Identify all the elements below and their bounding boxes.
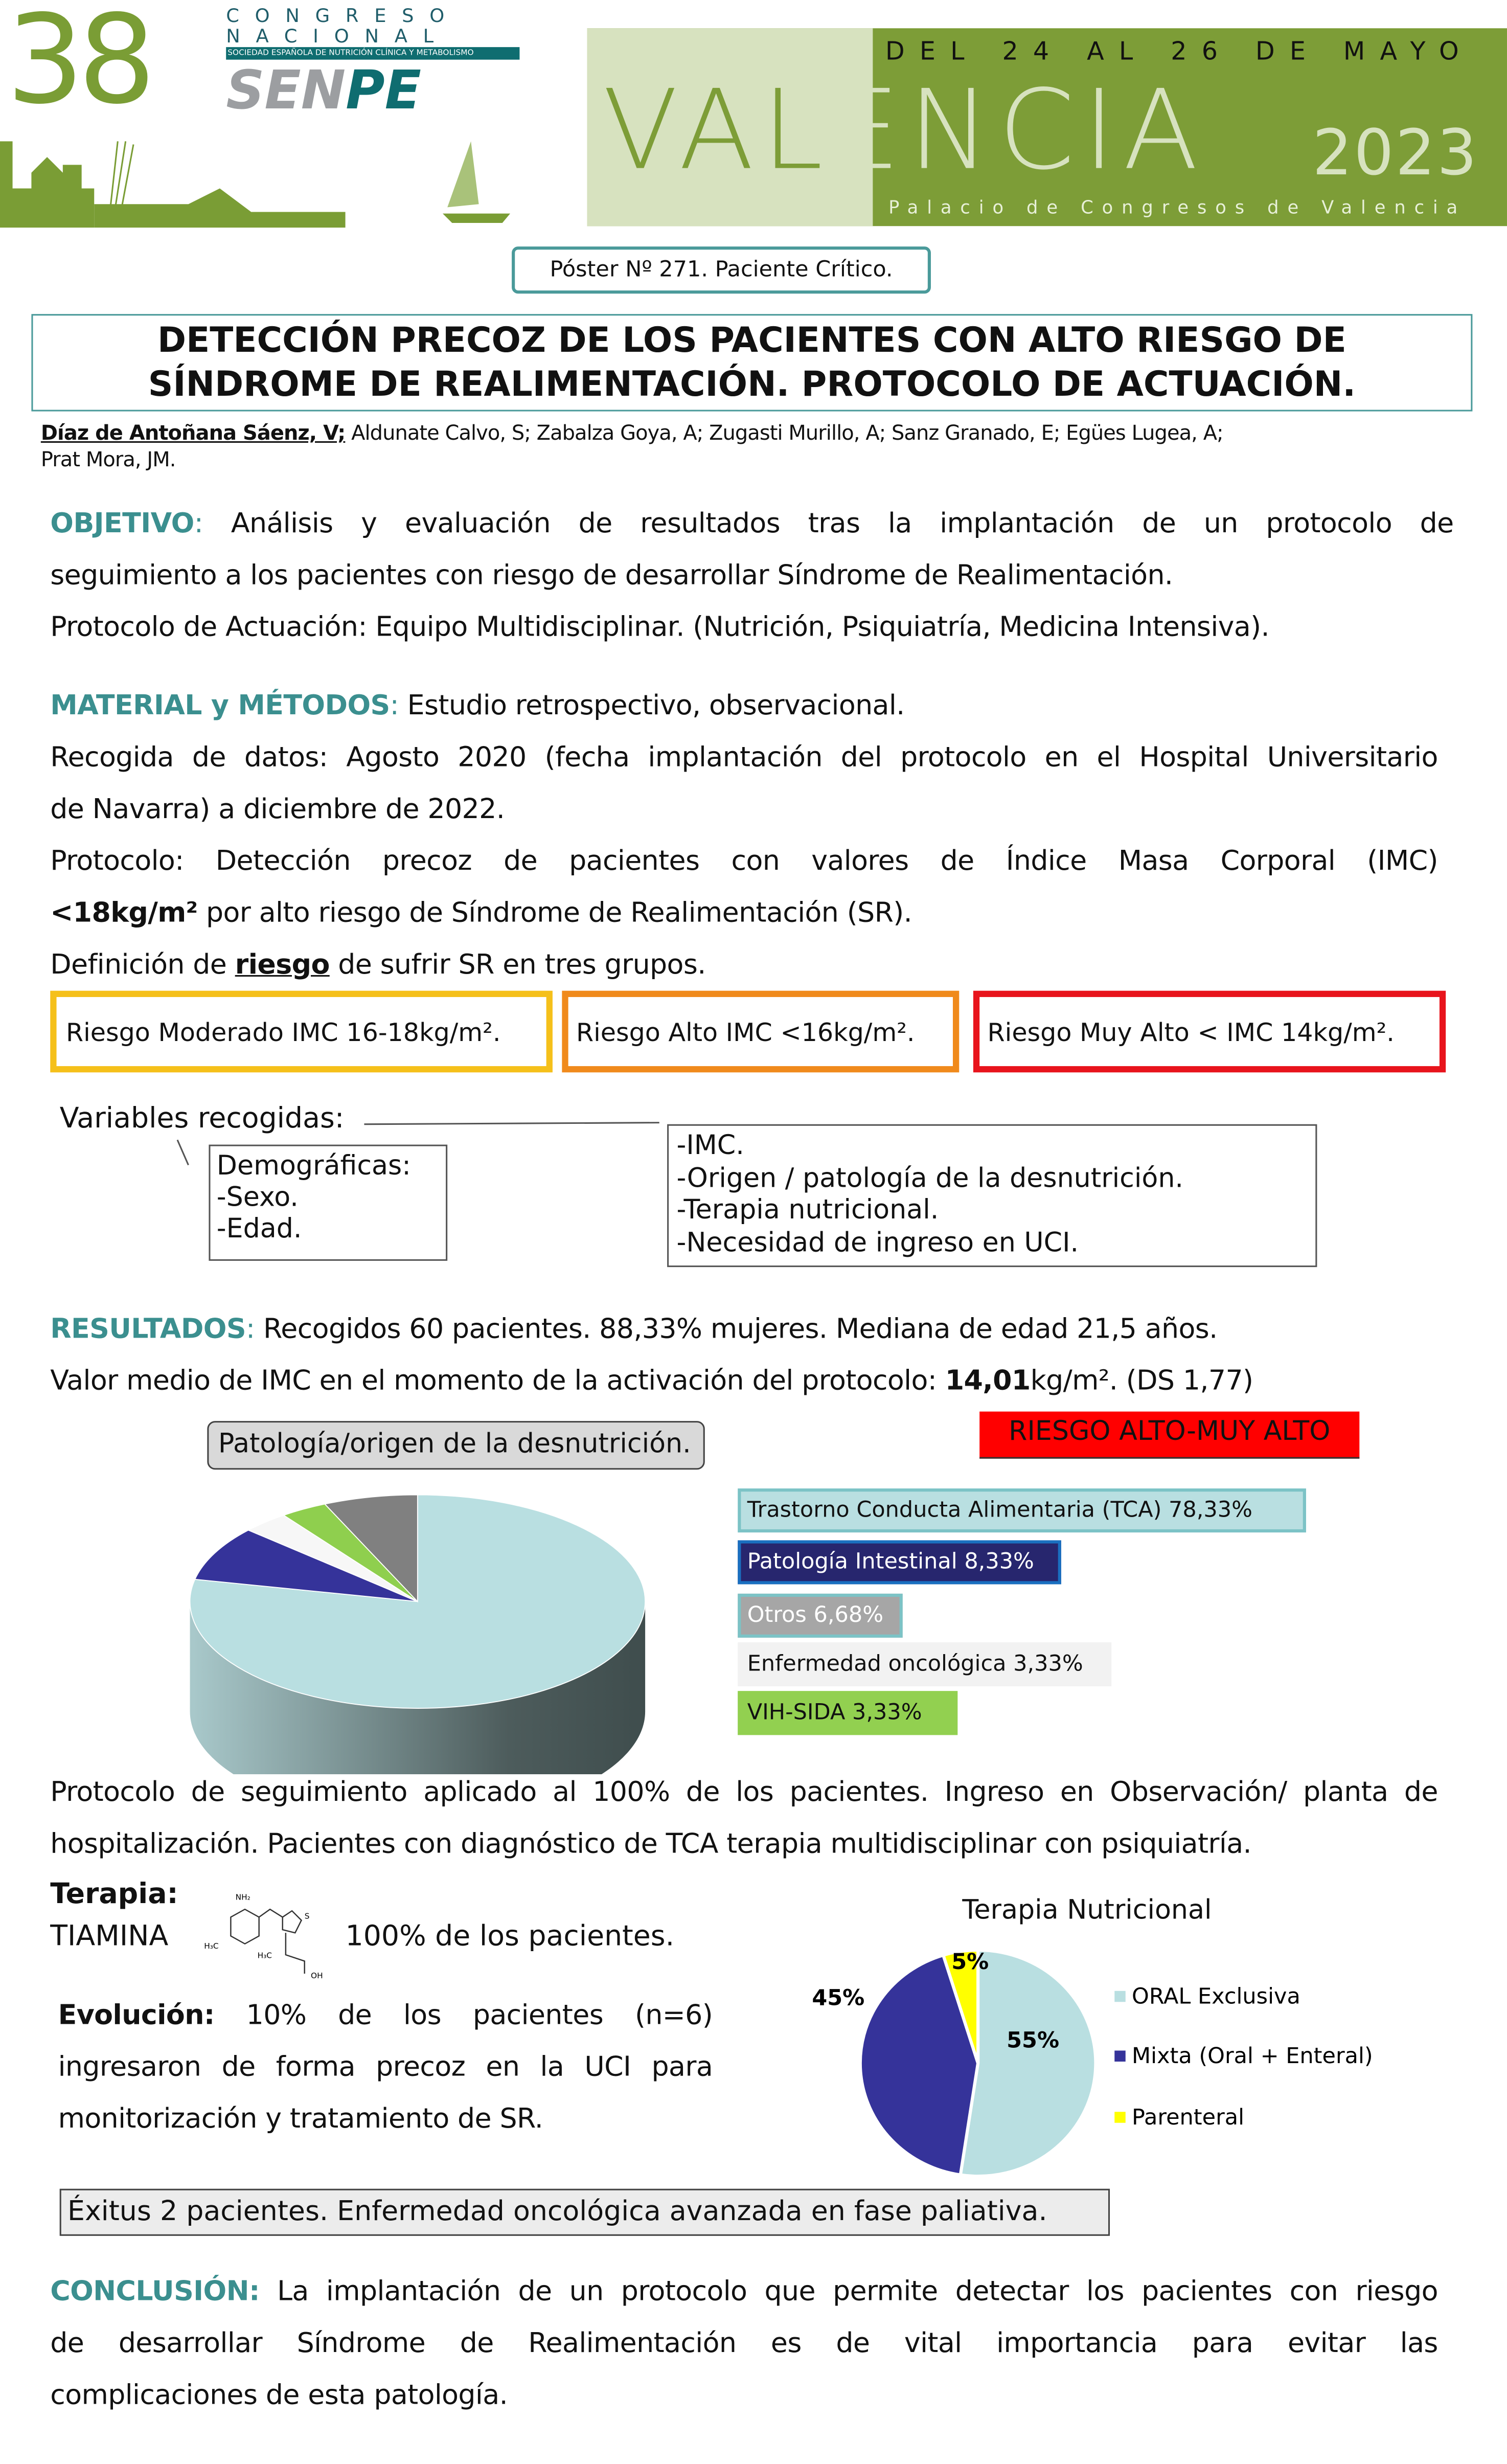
variable-item: -Edad. xyxy=(216,1213,302,1246)
legend-item: Enfermedad oncológica 3,33% xyxy=(738,1642,1111,1686)
pie-data-label: 45% xyxy=(812,1985,865,2011)
title-line-2: SÍNDROME DE REALIMENTACIÓN. PROTOCOLO DE ACTUACIÓN. xyxy=(148,366,1356,405)
conclusion-line-2: de desarrollar Síndrome de Realimentación es de vital importancia para evitar las xyxy=(50,2328,1438,2360)
metodos-text-6a: Definición de xyxy=(50,950,235,982)
evolucion-line-1: 10% de los pacientes (n=6) xyxy=(214,2000,713,2032)
metodos-text-6c: de sufrir SR en tres grupos. xyxy=(329,950,706,982)
variable-item: -Necesidad de ingreso en UCI. xyxy=(676,1227,1079,1259)
tiamina-label: TIAMINA xyxy=(50,1920,169,1954)
variable-item: Demográficas: xyxy=(216,1150,411,1183)
metodos-text-3: de Navarra) a diciembre de 2022. xyxy=(50,794,505,826)
title-line-1: DETECCIÓN PRECOZ DE LOS PACIENTES CON ALTO RIESGO DE xyxy=(157,322,1346,361)
metodos-text-1: Estudio retrospectivo, observacional. xyxy=(407,691,905,722)
city-part-2: ENCIA xyxy=(831,65,1206,195)
seguimiento-line-1: Protocolo de seguimiento aplicado al 100% de los pacientes. Ingreso en Observación/ planta de xyxy=(50,1777,1438,1809)
riesgo-word: riesgo xyxy=(235,950,330,982)
resultados-text-2: Valor medio de IMC en el momento de la activación del protocolo: xyxy=(50,1366,945,1398)
legend-item: Trastorno Conducta Alimentaria (TCA) 78,33% xyxy=(738,1488,1306,1532)
variables-clinical xyxy=(667,1124,1317,1267)
variables-demographic xyxy=(209,1145,447,1261)
legend-swatch xyxy=(1114,1991,1125,2002)
conclusion-heading: CONCLUSIÓN: xyxy=(50,2276,260,2309)
risk-badge: RIESGO ALTO-MUY ALTO xyxy=(979,1412,1359,1459)
metodos-text-2: Recogida de datos: Agosto 2020 (fecha implantación del protocolo en el Hospital Universitario xyxy=(50,742,1438,774)
city-part-1: VAL xyxy=(603,65,831,195)
event-venue: Palacio de Congresos de Valencia xyxy=(888,196,1467,218)
objetivo-text-2: seguimiento a los pacientes con riesgo de desarrollar Síndrome de Realimentación. xyxy=(50,560,1173,592)
society-name: SOCIEDAD ESPAÑOLA DE NUTRICIÓN CLÍNICA Y METABOLISMO xyxy=(226,47,519,60)
tiamina-coverage: 100% de los pacientes. xyxy=(345,1920,675,1954)
metodos-text-4: Protocolo: Detección precoz de pacientes con valores de Índice Masa Corporal (IMC) xyxy=(50,846,1438,878)
mol-label: OH xyxy=(311,1971,323,1980)
exitus-box: Éxitus 2 pacientes. Enfermedad oncológica avanzada en fase paliativa. xyxy=(60,2189,1110,2236)
metodos-text-5: por alto riesgo de Síndrome de Realimentación (SR). xyxy=(197,898,912,930)
legend-label: Mixta (Oral + Enteral) xyxy=(1132,2043,1373,2069)
co-authors: Aldunate Calvo, S; Zabalza Goya, A; Zugasti Murillo, A; Sanz Granado, E; Egües Lugea, A; xyxy=(345,422,1223,446)
event-dates: DEL 24 AL 26 DE MAYO xyxy=(885,36,1474,66)
evolucion-line-3: monitorización y tratamiento de SR. xyxy=(58,2104,543,2136)
nutrition-therapy-pie-chart xyxy=(785,1934,1507,2185)
evolucion-line-2: ingresaron de forma precoz en la UCI para xyxy=(58,2052,713,2084)
terapia-heading: Terapia: xyxy=(50,1878,178,1911)
objetivo-text-3: Protocolo de Actuación: Equipo Multidisciplinar. (Nutrición, Psiquiatría, Medicina Intensiva). xyxy=(50,612,1269,644)
imc-mean-value: 14,01 xyxy=(945,1366,1031,1398)
risk-box-high: Riesgo Alto IMC <16kg/m². xyxy=(562,991,959,1073)
event-year: 2023 xyxy=(1312,118,1479,190)
seguimiento-line-2: hospitalización. Pacientes con diagnóstico de TCA terapia multidisciplinar con psiquiatría. xyxy=(50,1829,1252,1861)
mol-label: NH₂ xyxy=(235,1892,250,1902)
congress-number: 38 xyxy=(6,0,150,132)
mol-label: H₃C xyxy=(257,1951,272,1960)
co-authors-line2: Prat Mora, JM. xyxy=(40,449,176,473)
variable-item: -IMC. xyxy=(676,1130,744,1162)
separator: : xyxy=(246,1314,263,1346)
legend-item: Otros 6,68% xyxy=(738,1594,902,1638)
legend-item: Patología Intestinal 8,33% xyxy=(738,1540,1061,1584)
variable-item: -Terapia nutricional. xyxy=(676,1194,939,1227)
mol-label: S xyxy=(304,1911,310,1921)
legend-label: Parenteral xyxy=(1132,2104,1245,2130)
conclusion-section xyxy=(50,2267,1438,2423)
resultados-heading: RESULTADOS xyxy=(50,1314,246,1346)
thiamine-molecule-icon xyxy=(188,1889,337,1980)
chart2-title: Terapia Nutricional xyxy=(962,1895,1212,1927)
evolucion-heading: Evolución: xyxy=(58,2000,215,2032)
conclusion-line-3: complicaciones de esta patología. xyxy=(50,2380,508,2412)
mol-label: H₃C xyxy=(204,1941,219,1951)
malnutrition-pie-chart xyxy=(157,1460,691,1774)
separator: : xyxy=(390,691,407,722)
main-author: Díaz de Antoñana Sáenz, V; xyxy=(40,422,346,446)
legend-swatch xyxy=(1114,2112,1125,2122)
logo-pe: PE xyxy=(346,59,421,123)
pie-slice xyxy=(961,1950,1096,2176)
imc-threshold: <18kg/m² xyxy=(50,898,198,930)
separator: : xyxy=(194,508,231,540)
variable-item: -Origen / patología de la desnutrición. xyxy=(676,1162,1184,1194)
seguimiento-text xyxy=(50,1768,1438,1872)
pie-data-label: 5% xyxy=(951,1949,989,1975)
legend-item: VIH-SIDA 3,33% xyxy=(738,1691,957,1735)
risk-box-moderate: Riesgo Moderado IMC 16-18kg/m². xyxy=(50,991,553,1073)
conclusion-line-1: La implantación de un protocolo que permite detectar los pacientes con riesgo xyxy=(259,2276,1438,2309)
resultados-text-1: Recogidos 60 pacientes. 88,33% mujeres. Mediana de edad 21,5 años. xyxy=(263,1314,1218,1346)
poster-tag: Póster Nº 271. Paciente Crítico. xyxy=(512,246,931,293)
legend-label: ORAL Exclusiva xyxy=(1132,1983,1300,2009)
variable-item: -Sexo. xyxy=(216,1182,299,1214)
risk-box-very-high: Riesgo Muy Alto < IMC 14kg/m². xyxy=(973,991,1446,1073)
resultados-section xyxy=(50,1305,1463,1409)
metodos-heading: MATERIAL y MÉTODOS xyxy=(50,691,390,722)
congress-line2: NACIONAL xyxy=(226,25,449,48)
objetivo-text-1: Análisis y evaluación de resultados tras la implantación de un protocolo de xyxy=(231,508,1454,540)
chart1-title: Patología/origen de la desnutrición. xyxy=(207,1421,704,1470)
objetivo-heading: OBJETIVO xyxy=(50,508,194,540)
logo-sen: SEN xyxy=(226,59,346,123)
legend-swatch xyxy=(1114,2050,1125,2061)
pie-data-label: 55% xyxy=(1007,2027,1060,2053)
congress-line1: CONGRESO xyxy=(226,5,461,27)
variables-label: Variables recogidas: xyxy=(59,1102,345,1136)
imc-unit-ds: kg/m². (DS 1,77) xyxy=(1030,1366,1253,1398)
evolucion-section xyxy=(58,1991,713,2146)
